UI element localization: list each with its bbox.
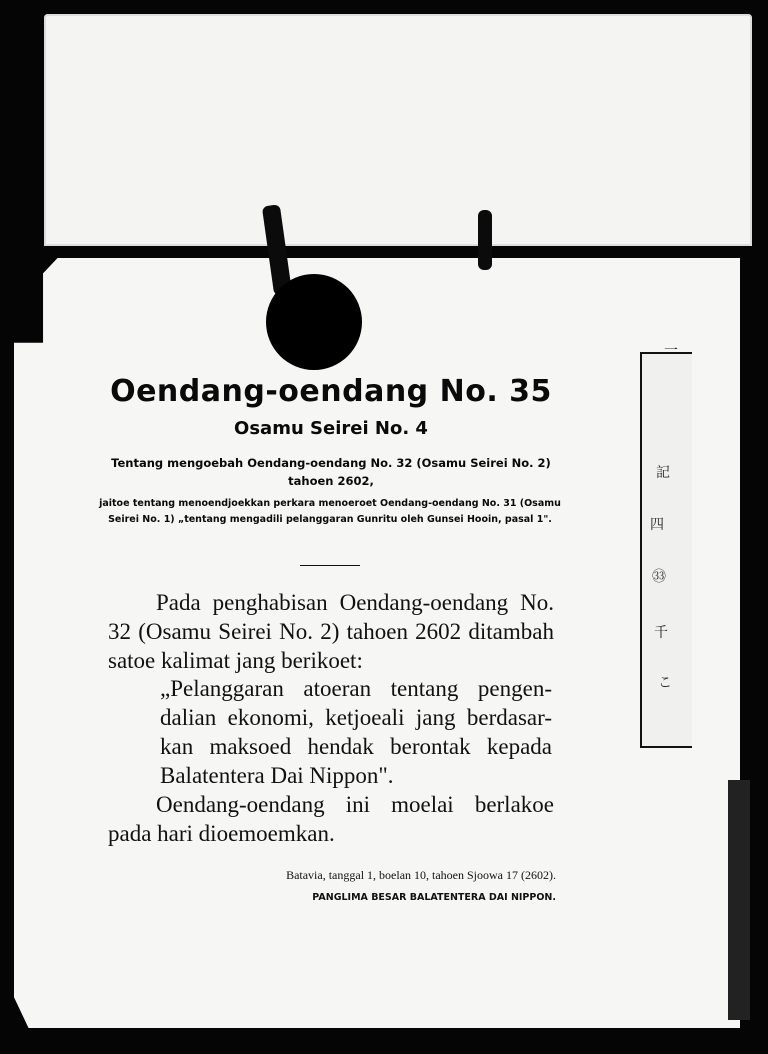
margin-note: 一 <box>664 343 678 359</box>
margin-note: ㉝ <box>652 569 666 585</box>
quoted-paragraph: „Pelanggaran atoeran tentang pengen-dalian ekonomi, ketjoeali jang berdasar-kan maksoed hendak berontak kepada Balatentera Dai Nippon". <box>160 676 552 788</box>
margin-note: こ <box>658 675 672 691</box>
paragraph: Oendang-oendang ini moelai berlakoe pada hari dioemoemkan. <box>108 792 554 846</box>
punch-hole <box>266 274 362 370</box>
document-subject: Tentang mengoebah Oendang-oendang No. 32 (Osamu Seirei No. 2) tahoen 2602, <box>111 456 551 488</box>
upper-folded-sheet <box>44 14 752 246</box>
document-subject-detail: jaitoe tentang menoendjoekkan perkara menoeroet Oendang-oendang No. 31 (Osamu Seirei No. 1) „tentang mengadili pelanggaran Gunritu oleh Gunsei Hooin, pasal 1". <box>99 498 561 525</box>
paragraph: Pada penghabisan Oendang-oendang No. 32 (Osamu Seirei No. 2) tahoen 2602 ditambah satoe kalimat jang berikoet: <box>108 590 554 673</box>
binding-string-right <box>478 210 492 270</box>
page-edge-shadow <box>728 780 750 1020</box>
document-title: Oendang-oendang No. 35 <box>110 374 552 409</box>
margin-note: 四 <box>650 517 664 533</box>
divider <box>300 565 360 566</box>
margin-note: 記 <box>656 465 670 481</box>
margin-note: 千 <box>654 625 668 641</box>
margin-strip <box>640 343 692 748</box>
place-date: Batavia, tanggal 1, boelan 10, tahoen Sjoowa 17 (2602). <box>286 868 556 882</box>
signatory: PANGLIMA BESAR BALATENTERA DAI NIPPON. <box>312 892 556 903</box>
document-subtitle: Osamu Seirei No. 4 <box>234 418 428 439</box>
